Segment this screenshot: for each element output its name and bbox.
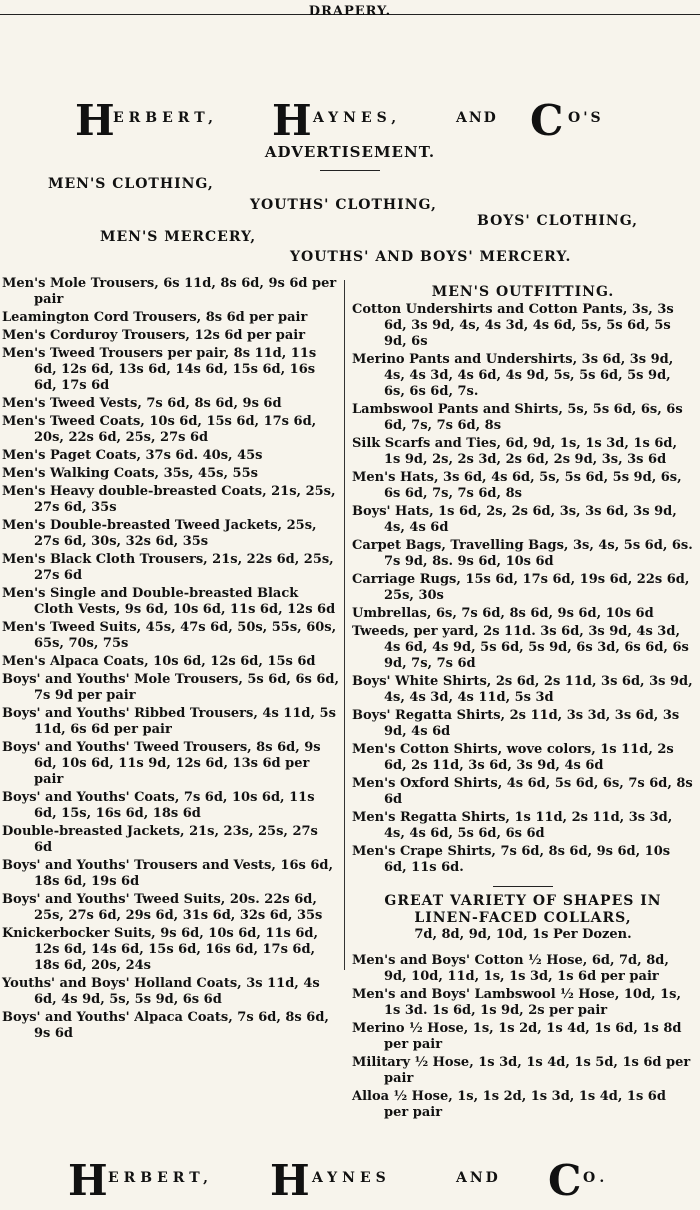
hose-items xyxy=(352,953,694,1121)
firm-erbert: ERBERT, xyxy=(113,110,218,126)
footer-and: AND xyxy=(456,1170,501,1186)
price-list-item: Boys' and Youths' Tweed Trousers, 8s 6d, 9s 6d, 10s 6d, 11s 9d, 12s 6d, 13s 6d per pair xyxy=(2,740,321,787)
price-list-item: Men's Alpaca Coats, 10s 6d, 12s 6d, 15s 6d xyxy=(2,654,316,669)
price-list-item: Boys' and Youths' Ribbed Trousers, 4s 11d, 5s 11d, 6s 6d per pair xyxy=(2,706,336,737)
category-boys-clothing: BOYS' CLOTHING, xyxy=(477,213,639,229)
price-list-item: Men's Double-breasted Tweed Jackets, 25s, 27s 6d, 30s, 32s 6d, 35s xyxy=(2,518,317,549)
price-list-item: Men's Tweed Vests, 7s 6d, 8s 6d, 9s 6d xyxy=(2,396,282,411)
footer-initial-h: H xyxy=(68,1156,108,1205)
price-list-item: Men's Hats, 3s 6d, 4s 6d, 5s, 5s 6d, 5s 9d, 6s, 6s 6d, 7s, 7s 6d, 8s xyxy=(352,470,682,501)
price-list-item: Lambswool Pants and Shirts, 5s, 5s 6d, 6s, 6s 6d, 7s, 7s 6d, 8s xyxy=(352,402,683,433)
footer-erbert: ERBERT, xyxy=(108,1170,213,1186)
footer-initial-c: C xyxy=(548,1156,582,1205)
firm-and: AND xyxy=(456,110,498,126)
price-list-item: Boys' and Youths' Tweed Suits, 20s. 22s 6d, 25s, 27s 6d, 29s 6d, 31s 6d, 32s 6d, 35s xyxy=(2,892,323,923)
firm-aynes: AYNES, xyxy=(313,110,402,126)
section-header xyxy=(0,0,700,19)
category-youths-clothing: YOUTHS' CLOTHING, xyxy=(250,197,437,213)
price-list-item: Alloa ½ Hose, 1s, 1s 2d, 1s 3d, 1s 4d, 1s 6d per pair xyxy=(352,1089,666,1120)
price-list-item: Youths' and Boys' Holland Coats, 3s 11d, 4s 6d, 4s 9d, 5s, 5s 9d, 6s 6d xyxy=(2,976,320,1007)
price-list-item: Men's Mole Trousers, 6s 11d, 8s 6d, 9s 6d per pair xyxy=(2,276,337,307)
price-list-item: Carriage Rugs, 15s 6d, 17s 6d, 19s 6d, 22s 6d, 25s, 30s xyxy=(352,572,690,603)
price-list-item: Double-breasted Jackets, 21s, 23s, 25s, 27s 6d xyxy=(2,824,318,855)
price-list-item: Military ½ Hose, 1s 3d, 1s 4d, 1s 5d, 1s 6d per pair xyxy=(352,1055,691,1086)
price-list-item: Boys' Regatta Shirts, 2s 11d, 3s 3d, 3s 6d, 3s 9d, 4s 6d xyxy=(352,708,680,739)
price-list-item: Merino Pants and Undershirts, 3s 6d, 3s 9d, 4s, 4s 3d, 4s 6d, 4s 9d, 5s, 5s 6d, 5s 9d, 6s, 6s 6d, 7s. xyxy=(352,352,674,399)
price-list-item: Boys' White Shirts, 2s 6d, 2s 11d, 3s 6d, 3s 9d, 4s, 4s 3d, 4s 11d, 5s 3d xyxy=(352,674,693,705)
price-list-item: Men's Walking Coats, 35s, 45s, 55s xyxy=(2,466,258,481)
category-mens-clothing: MEN'S CLOTHING, xyxy=(48,176,214,192)
outfitting-price-list xyxy=(352,284,694,1123)
price-list-item: Boys' Hats, 1s 6d, 2s, 2s 6d, 3s, 3s 6d, 3s 9d, 4s, 4s 6d xyxy=(352,504,677,535)
price-list-item: Umbrellas, 6s, 7s 6d, 8s 6d, 9s 6d, 10s 6d xyxy=(352,606,654,621)
price-list-item: Merino ½ Hose, 1s, 1s 2d, 1s 4d, 1s 6d, 1s 8d per pair xyxy=(352,1021,682,1052)
price-list-item: Tweeds, per yard, 2s 11d. 3s 6d, 3s 9d, 4s 3d, 4s 6d, 4s 9d, 5s 6d, 5s 9d, 6s 3d, 6s 6d, 6s 9d, 7s, 7s 6d xyxy=(352,624,689,671)
price-list-item: Men's Corduroy Trousers, 12s 6d per pair xyxy=(2,328,306,343)
divider-rule xyxy=(493,886,553,887)
clothing-price-list xyxy=(2,276,340,1044)
firm-initial-h2: H xyxy=(272,96,312,145)
price-list-item: Boys' and Youths' Trousers and Vests, 16s 6d, 18s 6d, 19s 6d xyxy=(2,858,334,889)
firm-initial-c: C xyxy=(530,96,564,145)
footer-o: O. xyxy=(583,1170,610,1186)
price-list-item: Men's Tweed Coats, 10s 6d, 15s 6d, 17s 6d, 20s, 22s 6d, 25s, 27s 6d xyxy=(2,414,317,445)
price-list-item: Boys' and Youths' Alpaca Coats, 7s 6d, 8s 6d, 9s 6d xyxy=(2,1010,329,1041)
outfitting-title: MEN'S OUTFITTING. xyxy=(431,284,615,300)
price-list-item: Silk Scarfs and Ties, 6d, 9d, 1s, 1s 3d, 1s 6d, 1s 9d, 2s, 2s 3d, 2s 6d, 2s 9d, 3s, 3s 6d xyxy=(352,436,677,467)
price-list-item: Men's Black Cloth Trousers, 21s, 22s 6d, 25s, 27s 6d xyxy=(2,552,334,583)
price-list-item: Men's Cotton Shirts, wove colors, 1s 11d, 2s 6d, 2s 11d, 3s 6d, 3s 9d, 4s 6d xyxy=(352,742,674,773)
price-list-item: Men's Oxford Shirts, 4s 6d, 5s 6d, 6s, 7s 6d, 8s 6d xyxy=(352,776,693,807)
price-list-item: Men's Single and Double-breasted Black Cloth Vests, 9s 6d, 10s 6d, 11s 6d, 12s 6d xyxy=(2,586,336,617)
price-list-item: Men's Regatta Shirts, 1s 11d, 2s 11d, 3s 3d, 4s, 4s 6d, 5s 6d, 6s 6d xyxy=(352,810,673,841)
footer-initial-h2: H xyxy=(270,1156,310,1205)
collars-heading: GREAT VARIETY OF SHAPES IN LINEN-FACED COLLARS, xyxy=(384,893,662,926)
category-mens-mercery: MEN'S MERCERY, xyxy=(100,229,257,245)
price-list-item: Men's Tweed Suits, 45s, 47s 6d, 50s, 55s, 60s, 65s, 70s, 75s xyxy=(2,620,337,651)
outfitting-items xyxy=(352,302,694,876)
price-list-item: Boys' and Youths' Mole Trousers, 5s 6d, 6s 6d, 7s 9d per pair xyxy=(2,672,340,703)
price-list-item: Boys' and Youths' Coats, 7s 6d, 10s 6d, 11s 6d, 15s, 16s 6d, 18s 6d xyxy=(2,790,315,821)
category-youths-boys-mercery: YOUTHS' AND BOYS' MERCERY. xyxy=(290,249,572,265)
column-divider xyxy=(344,280,345,970)
footer-aynes: AYNES xyxy=(312,1170,391,1186)
price-list-item: Men's Paget Coats, 37s 6d. 40s, 45s xyxy=(2,448,263,463)
firm-initial-h: H xyxy=(75,96,115,145)
price-list-item: Men's and Boys' Lambswool ½ Hose, 10d, 1s, 1s 3d. 1s 6d, 1s 9d, 2s per pair xyxy=(352,987,681,1018)
price-list-item: Men's Tweed Trousers per pair, 8s 11d, 11s 6d, 12s 6d, 13s 6d, 14s 6d, 15s 6d, 16s 6d, 17s 6d xyxy=(2,346,317,393)
price-list-item: Men's Crape Shirts, 7s 6d, 8s 6d, 9s 6d, 10s 6d, 11s 6d. xyxy=(352,844,671,875)
price-list-item: Leamington Cord Trousers, 8s 6d per pair xyxy=(2,310,308,325)
price-list-item: Knickerbocker Suits, 9s 6d, 10s 6d, 11s 6d, 12s 6d, 14s 6d, 15s 6d, 16s 6d, 17s 6d, 18s 6d, 20s, 24s xyxy=(2,926,319,973)
firm-name-footer xyxy=(0,1156,700,1210)
section-title: DRAPERY. xyxy=(308,4,392,19)
price-list-item: Cotton Undershirts and Cotton Pants, 3s, 3s 6d, 3s 9d, 4s, 4s 3d, 4s 6d, 5s, 5s 6d, 5s 9d, 6s xyxy=(352,302,674,349)
divider-rule xyxy=(320,170,380,171)
advertisement-title: ADVERTISEMENT. xyxy=(264,143,436,161)
price-list-item: Men's Heavy double-breasted Coats, 21s, 25s, 27s 6d, 35s xyxy=(2,484,336,515)
collars-prices: 7d, 8d, 9d, 10d, 1s Per Dozen. xyxy=(414,927,632,942)
firm-os: O'S xyxy=(568,110,604,126)
price-list-item: Carpet Bags, Travelling Bags, 3s, 4s, 5s 6d, 6s. 7s 9d, 8s. 9s 6d, 10s 6d xyxy=(352,538,693,569)
price-list-item: Men's and Boys' Cotton ½ Hose, 6d, 7d, 8d, 9d, 10d, 11d, 1s, 1s 3d, 1s 6d per pair xyxy=(352,953,669,984)
